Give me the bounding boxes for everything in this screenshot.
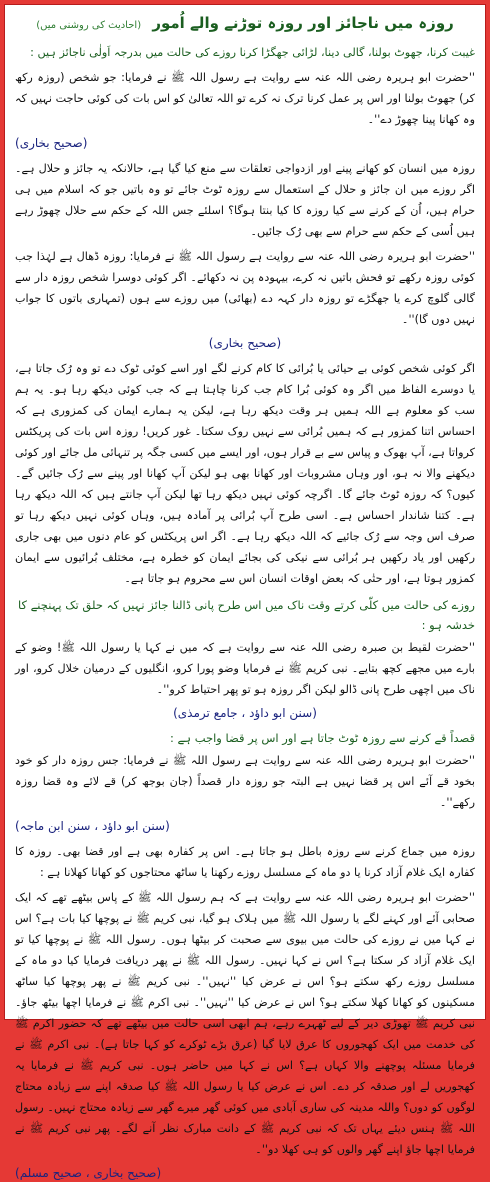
article-frame bbox=[4, 4, 486, 1180]
section-heading-vomit: قصداً قے کرنے سے روزہ ٹوٹ جاتا ہے اور اس پر قضا واجب ہے : bbox=[170, 731, 475, 745]
reference-5: (صحیح بخاری ، صحیح مسلم) bbox=[15, 1166, 162, 1180]
intro-text: غیبت کرنا، جھوٹ بولنا، گالی دینا، لڑائی جھگڑا کرنا روزے کی حالت میں بدرجہ اَولٰی ناجائز ہیں : bbox=[30, 46, 475, 59]
reference-1: (صحیح بخاری) bbox=[15, 136, 88, 150]
title-main: روزہ میں ناجائز اور روزہ توڑنے والے اُمور bbox=[152, 14, 454, 32]
reference-3: (سنن ابو داؤد ، جامع ترمذی) bbox=[173, 706, 317, 720]
page-title bbox=[15, 13, 475, 36]
paragraph-5: روزہ میں جماع کرنے سے روزہ باطل ہو جاتا ہے۔ اس پر کفارہ بھی ہے اور قضا بھی۔ روزہ کا کفارہ ایک غلام آزاد کرنا یا دو ماہ کے مسلسل روزے رکھنا یا ساٹھ محتاجوں کو کھانا کھلانا ہے : bbox=[15, 845, 475, 879]
hadith-3: ''حضرت لقیط بن صبرہ رضی اللہ عنہ سے روایت ہے کہ میں نے کہا یا رسول اللہ ﷺ! وضو کے بارے میں مجھے کچھ بتایے۔ نبی کریم ﷺ نے فرمایا وضو پورا کرو، انگلیوں کے درمیان خلال کرو، اور ناک میں اچھی طرح پانی ڈالو لیکن اگر روزہ ہو تو پھر احتیاط کرو''۔ bbox=[15, 641, 475, 696]
hadith-1: ''حضرت ابو ہریرہ رضی اللہ عنہ سے روایت ہے رسول اللہ ﷺ نے فرمایا: جو شخص (روزہ رکھ کر) جھوٹ بولنا اور اس پر عمل کرنا ترک نہ کرے تو اللہ تعالیٰ کو اس بات کی کوئی حاجت نہیں کہ وہ کھانا پینا چھوڑ دے''۔ bbox=[15, 71, 475, 126]
section-heading-nose-water: روزے کی حالت میں کلّی کرتے وقت ناک میں اس طرح پانی ڈالنا جائز نہیں کہ حلق تک پہنچنے کا خدشہ ہو : bbox=[17, 598, 475, 632]
title-subtitle: (احادیث کی روشنی میں) bbox=[36, 20, 142, 31]
hadith-5: ''حضرت ابو ہریرہ رضی اللہ عنہ سے روایت ہے کہ ہم رسول اللہ ﷺ کے پاس بیٹھے تھے کہ ایک صحابی آئے اور کہنے لگے یا رسول اللہ ﷺ میں ہلاک ہو گیا، نبی کریم ﷺ نے پوچھا کیا بات ہے؟ اس نے کہا میں نے روزے کی حالت میں بیوی سے صحبت کر بیٹھا ہوں۔ رسول اللہ ﷺ نے پوچھا کیا تو ایک غلام آزاد کر سکتا ہے؟ اس نے کہا نہیں۔ رسول اللہ ﷺ نے پھر دریافت فرمایا کیا دو ماہ کے مسلسل روزے رکھ سکتے ہو؟ اس نے عرض کیا ''نہیں''۔ نبی کریم ﷺ نے پھر پوچھا کیا ساٹھ مسکینوں کو کھانا کھلا سکتے ہو؟ اس نے عرض کیا ''نہیں''۔ نبی اکرم ﷺ نے فرمایا اچھا بیٹھ جاؤ۔ نبی کریم ﷺ تھوڑی دیر کے لیے ٹھہرے رہے، ہم ابھی اسی حالت میں بیٹھے تھے کہ حضور اکرم ﷺ کی خدمت میں ایک کھجوروں کا عرق لایا گیا (عرق بڑے ٹوکرے کو کہا جاتا ہے)۔ نبی اکرم ﷺ نے فرمایا مسئلہ پوچھنے والا کہاں ہے؟ اس نے کہا میں حاضر ہوں۔ نبی کریم ﷺ نے فرمایا یہ کھجوریں لے اور صدقہ کر دے۔ اس نے عرض کیا یا رسول اللہ ﷺ کیا صدقہ اپنے سے زیادہ محتاج لوگوں کو دوں؟ واللہ مدینہ کی ساری آبادی میں کوئی گھر میرے گھر سے زیادہ محتاج نہیں۔ رسول اللہ ﷺ ہنس دیئے یہاں تک کہ نبی کریم ﷺ کے دانت مبارک نظر آنے لگے۔ پھر نبی کریم ﷺ نے فرمایا اچھا جاؤ اپنے گھر والوں کو ہی کھلا دو''۔ bbox=[15, 891, 475, 1156]
reference-4: (سنن ابو داؤد ، سنن ابن ماجہ) bbox=[15, 819, 170, 833]
reference-2: (صحیح بخاری) bbox=[208, 336, 282, 350]
hadith-4: ''حضرت ابو ہریرہ رضی اللہ عنہ سے روایت ہے رسول اللہ ﷺ نے فرمایا: جس روزہ دار کو خود بخود قے آئے اس پر قضا نہیں ہے البتہ جو روزہ دار قصداً (جان بوجھ کر) قے لائے وہ قضا روزہ رکھے''۔ bbox=[15, 754, 475, 809]
hadith-2: ''حضرت ابو ہریرہ رضی اللہ عنہ سے روایت ہے رسول اللہ ﷺ نے فرمایا: روزہ ڈھال ہے لہٰذا جب کوئی روزہ رکھے تو فحش باتیں نہ کرے، بیہودہ پن نہ دکھائے۔ اگر کوئی دوسرا شخص روزہ دار سے گالی گلوچ کرے یا جھگڑے تو روزہ دار کہہ دے (بھائی) میں روزے سے ہوں (تمہاری باتوں کا جواب نہیں دوں گا)''۔ bbox=[15, 250, 475, 326]
paragraph-2: اگر کوئی شخص کوئی بے حیائی یا بُرائی کا کام کرنے لگے اور اسے کوئی ٹوک دے تو وہ رُک جاتا ہے، یا دوسرے الفاظ میں اگر وہ کوئی بُرا کام جب کرنا چاہتا ہے کہ جب کوئی دیکھ رہا ہو۔ یہ ہم سب کو معلوم ہے اللہ ہمیں ہر وقت دیکھ رہا ہے، لیکن یہ ہمارے ایمان کی کمزوری ہے کہ احساس اتنا کمزور ہے کہ ہمیں بُرائی سے نہیں روک سکتا۔ غور کریں! روزہ اس بات کی پریکٹس کرواتا ہے، آپ بھوک و پیاس سے بے قرار ہوں، اور ایسے میں کسی جگہ پر تنہائی مل جائے اور کوئی دیکھنے والا نہ ہو، اور وہاں مشروبات اور کھانا بھی ہو لیکن آپ کھانا اور پینے سے رُک جائیں گے۔ کیوں؟ کہ روزہ ٹوٹ جائے گا۔ اگرچہ کوئی نہیں دیکھ رہا تھا لیکن آپ جانتے ہیں کہ اللہ دیکھ رہا ہے۔ کتنا شاندار احساس ہے۔ اسی طرح آپ بُرائی پر آمادہ ہیں، وہاں کوئی نہیں دیکھ رہا تو صرف اس وجہ سے رُک جائیے کہ اللہ دیکھ رہا ہے۔ اگر اس پریکٹس کو عام دنوں میں بھی جاری رکھیں اور یاد رکھیں ہر بُرائی سے نیکی کی بجائے ایمان کو خطرہ ہے، مختلف بُرائیوں سے ایمان کمزور ہوتا ہے، اور حتٰی کہ بعض اوقات انسان اس سے محروم ہو جاتا ہے۔ bbox=[15, 362, 475, 585]
paragraph-1: روزہ میں انسان کو کھانے پینے اور ازدواجی تعلقات سے منع کیا گیا ہے، حالانکہ یہ جائز و حلال ہے۔ اگر روزے میں ان جائز و حلال کے استعمال سے روزہ ٹوٹ جائے تو وہ باتیں جو کہ اسلام میں ہی حرام ہیں، اُن کے کرنے سے کیا روزہ کا کیا بنتا ہوگا؟ اسلئے جس اللہ کے حکم سے حلال چھوڑ رہے ہیں اُسی کے حکم سے حرام سے بھی رُک جائیں۔ bbox=[15, 162, 475, 238]
